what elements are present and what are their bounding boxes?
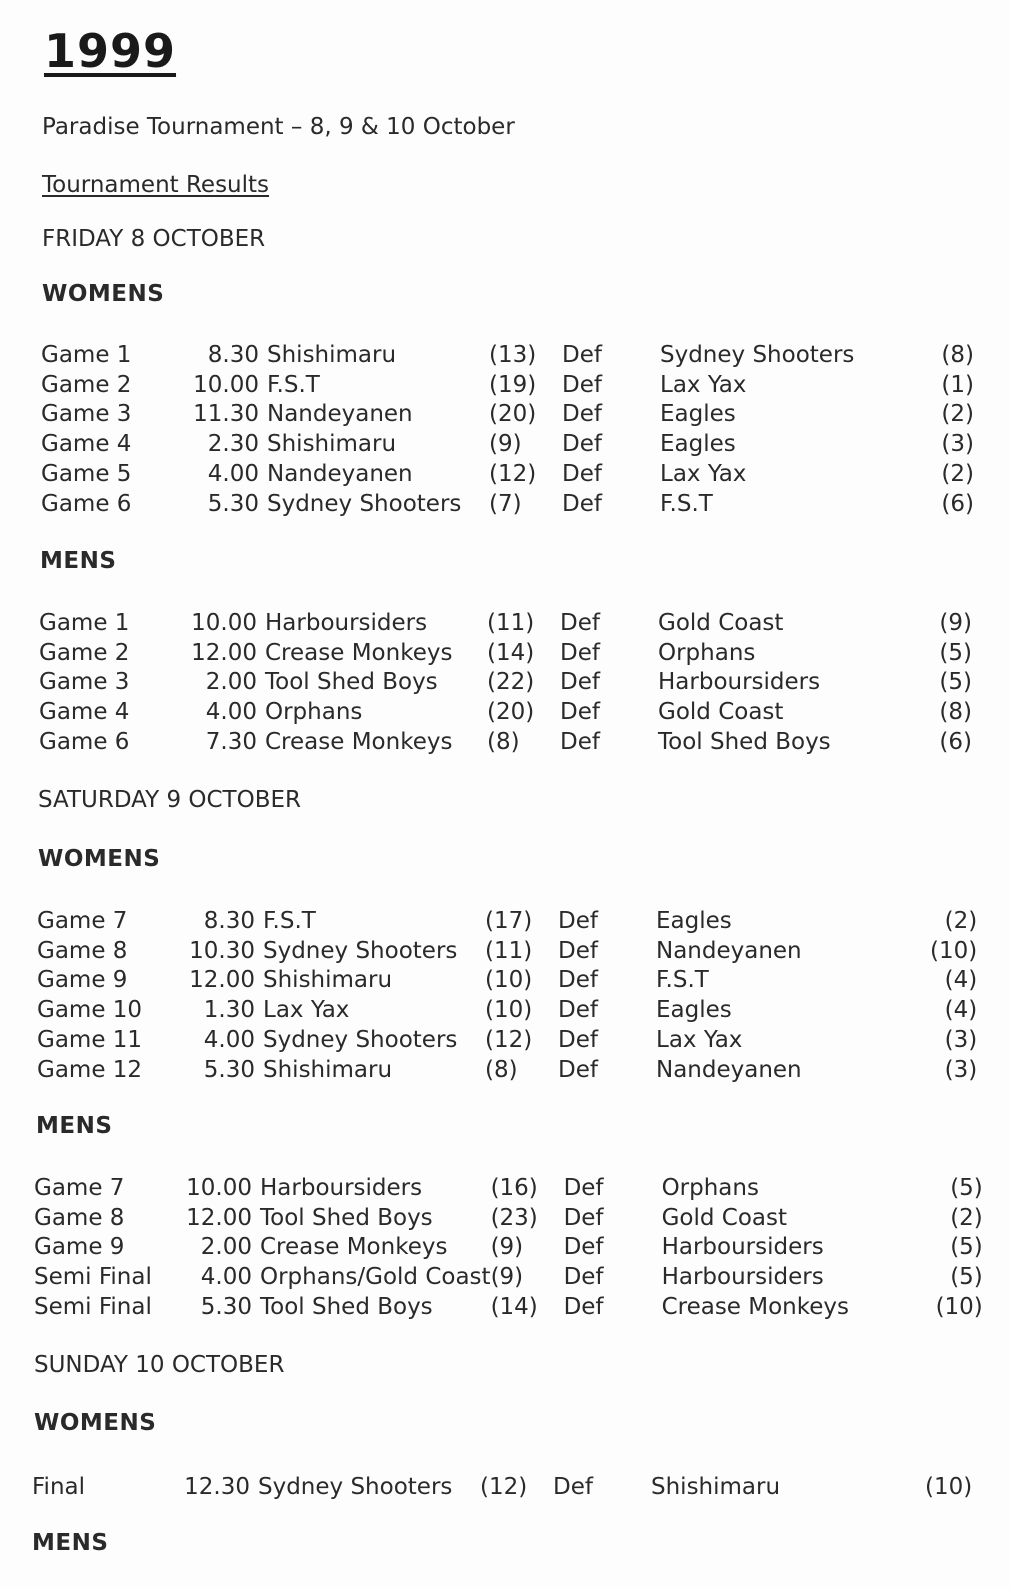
losing-score: (2) bbox=[944, 907, 978, 934]
game-label: Game 3 bbox=[39, 669, 130, 696]
winning-score: (20) bbox=[487, 699, 535, 726]
winning-score: (8) bbox=[487, 729, 520, 756]
game-time: 12.00 bbox=[191, 639, 257, 666]
winning-team: Shishimaru bbox=[263, 1056, 393, 1083]
game-label: Game 5 bbox=[41, 461, 132, 488]
losing-score: (10) bbox=[925, 1473, 973, 1500]
losing-team: Crease Monkeys bbox=[661, 1294, 849, 1321]
winning-score: (7) bbox=[489, 490, 522, 517]
winning-team: F.S.T bbox=[267, 371, 320, 398]
winning-score: (8) bbox=[485, 1056, 518, 1083]
game-time: 10.00 bbox=[193, 371, 259, 398]
day-heading-sunday: SUNDAY 10 OCTOBER bbox=[34, 1352, 285, 1378]
result-label: Def bbox=[558, 997, 598, 1024]
winning-team: Tool Shed Boys bbox=[260, 1204, 433, 1231]
game-label: Game 7 bbox=[37, 907, 128, 934]
game-label: Game 4 bbox=[39, 699, 130, 726]
winning-score: (16) bbox=[490, 1174, 538, 1201]
winning-score: (14) bbox=[487, 639, 535, 666]
game-label: Game 10 bbox=[37, 997, 143, 1024]
winning-score: (11) bbox=[487, 609, 535, 636]
losing-score: (2) bbox=[941, 461, 974, 488]
result-label: Def bbox=[562, 371, 602, 398]
game-label: Game 6 bbox=[39, 729, 130, 756]
losing-score: (2) bbox=[941, 401, 974, 428]
game-label: Game 9 bbox=[37, 967, 128, 994]
winning-score: (20) bbox=[489, 401, 537, 428]
losing-score: (5) bbox=[939, 669, 972, 696]
result-label: Def bbox=[563, 1234, 604, 1261]
losing-score: (4) bbox=[944, 997, 978, 1024]
winning-score: (9) bbox=[489, 431, 522, 458]
losing-score: (4) bbox=[944, 967, 978, 994]
game-row bbox=[34, 1292, 983, 1322]
losing-team: Gold Coast bbox=[658, 699, 784, 726]
result-label: Def bbox=[558, 967, 598, 994]
winning-score: (23) bbox=[490, 1204, 538, 1231]
game-row bbox=[39, 608, 972, 638]
winning-team: Sydney Shooters bbox=[258, 1473, 453, 1500]
game-row bbox=[39, 638, 972, 668]
section-heading-friday-womens: WOMENS bbox=[42, 281, 165, 307]
losing-score: (1) bbox=[941, 371, 974, 398]
result-label: Def bbox=[563, 1264, 604, 1291]
game-label: Game 1 bbox=[41, 341, 132, 368]
winning-team: Harboursiders bbox=[260, 1174, 423, 1201]
losing-score: (9) bbox=[939, 609, 972, 636]
game-row bbox=[39, 697, 972, 727]
game-time: 12.00 bbox=[186, 1204, 252, 1231]
game-time: 5.30 bbox=[207, 490, 259, 517]
game-time: 4.00 bbox=[203, 1027, 255, 1054]
losing-score: (5) bbox=[950, 1234, 983, 1261]
game-time: 8.30 bbox=[207, 341, 259, 368]
losing-team: Gold Coast bbox=[661, 1204, 787, 1231]
game-time: 10.30 bbox=[189, 937, 255, 964]
game-time: 12.00 bbox=[189, 967, 255, 994]
game-label: Game 1 bbox=[39, 609, 130, 636]
game-row bbox=[34, 1233, 983, 1263]
results-table-friday-mens bbox=[39, 608, 972, 757]
game-time: 8.30 bbox=[203, 907, 255, 934]
game-row bbox=[37, 936, 977, 966]
game-row bbox=[37, 1025, 977, 1055]
losing-score: (10) bbox=[930, 937, 978, 964]
results-table-saturday-womens bbox=[37, 906, 977, 1085]
losing-team: Lax Yax bbox=[660, 461, 747, 488]
day-heading-friday: FRIDAY 8 OCTOBER bbox=[42, 226, 266, 252]
losing-team: Eagles bbox=[660, 431, 736, 458]
winning-team: Crease Monkeys bbox=[265, 639, 453, 666]
game-time: 2.00 bbox=[200, 1234, 252, 1261]
game-time: 10.00 bbox=[186, 1174, 252, 1201]
results-table-friday-womens bbox=[41, 340, 974, 519]
losing-team: Eagles bbox=[656, 997, 732, 1024]
losing-team: Nandeyanen bbox=[656, 1056, 802, 1083]
losing-score: (8) bbox=[941, 341, 974, 368]
winning-team: Sydney Shooters bbox=[267, 490, 462, 517]
game-row bbox=[41, 370, 974, 400]
losing-team: Harboursiders bbox=[661, 1264, 824, 1291]
losing-score: (2) bbox=[950, 1204, 983, 1231]
game-label: Game 8 bbox=[37, 937, 128, 964]
game-label: Game 12 bbox=[37, 1056, 143, 1083]
game-time: 5.30 bbox=[200, 1294, 252, 1321]
game-label: Game 8 bbox=[34, 1204, 125, 1231]
result-label: Def bbox=[562, 431, 602, 458]
game-time: 4.00 bbox=[200, 1264, 252, 1291]
losing-team: F.S.T bbox=[656, 967, 709, 994]
winning-score: (22) bbox=[487, 669, 535, 696]
section-heading-friday-mens: MENS bbox=[40, 548, 117, 574]
winning-score: (9) bbox=[490, 1264, 524, 1291]
result-label: Def bbox=[563, 1294, 604, 1321]
page-title: 1999 bbox=[44, 24, 177, 78]
winning-team: Harboursiders bbox=[265, 609, 428, 636]
game-label: Game 9 bbox=[34, 1234, 125, 1261]
game-label: Game 11 bbox=[37, 1027, 143, 1054]
game-time: 12.30 bbox=[184, 1473, 250, 1500]
result-label: Def bbox=[560, 669, 600, 696]
results-table-saturday-mens bbox=[34, 1173, 983, 1322]
game-label: Game 7 bbox=[34, 1174, 125, 1201]
result-label: Def bbox=[560, 609, 600, 636]
result-label: Def bbox=[558, 907, 598, 934]
game-label: Game 6 bbox=[41, 490, 132, 517]
losing-team: Lax Yax bbox=[656, 1027, 743, 1054]
result-label: Def bbox=[562, 341, 602, 368]
result-label: Def bbox=[558, 1056, 598, 1083]
game-label: Semi Final bbox=[34, 1264, 152, 1291]
game-time: 10.00 bbox=[191, 609, 257, 636]
losing-team: Orphans bbox=[661, 1174, 759, 1201]
winning-score: (9) bbox=[490, 1234, 524, 1261]
winning-score: (10) bbox=[485, 967, 533, 994]
game-label: Game 2 bbox=[39, 639, 130, 666]
winning-score: (12) bbox=[485, 1027, 533, 1054]
game-row bbox=[37, 906, 977, 936]
losing-team: Eagles bbox=[660, 401, 736, 428]
winning-team: Tool Shed Boys bbox=[265, 669, 438, 696]
losing-score: (6) bbox=[941, 490, 974, 517]
winning-team: Crease Monkeys bbox=[260, 1234, 448, 1261]
game-label: Game 4 bbox=[41, 431, 132, 458]
result-label: Def bbox=[563, 1174, 604, 1201]
losing-team: Lax Yax bbox=[660, 371, 747, 398]
losing-score: (5) bbox=[939, 639, 972, 666]
losing-team: Shishimaru bbox=[651, 1473, 781, 1500]
winning-score: (12) bbox=[489, 461, 537, 488]
result-label: Def bbox=[562, 490, 602, 517]
losing-score: (6) bbox=[939, 729, 972, 756]
result-label: Def bbox=[562, 461, 602, 488]
winning-score: (17) bbox=[485, 907, 533, 934]
winning-team: Tool Shed Boys bbox=[260, 1294, 433, 1321]
winning-team: Sydney Shooters bbox=[263, 1027, 458, 1054]
winning-score: (14) bbox=[490, 1294, 538, 1321]
game-row bbox=[39, 668, 972, 698]
game-time: 7.30 bbox=[205, 729, 257, 756]
result-label: Def bbox=[563, 1204, 604, 1231]
game-row bbox=[37, 1055, 977, 1085]
winning-team: Nandeyanen bbox=[267, 461, 413, 488]
result-label: Def bbox=[560, 699, 600, 726]
losing-score: (5) bbox=[950, 1264, 983, 1291]
losing-team: Nandeyanen bbox=[656, 937, 802, 964]
game-row bbox=[41, 489, 974, 519]
section-heading-sunday-womens: WOMENS bbox=[34, 1410, 157, 1436]
result-label: Def bbox=[560, 639, 600, 666]
losing-team: Harboursiders bbox=[658, 669, 821, 696]
section-heading-saturday-mens: MENS bbox=[36, 1113, 113, 1139]
losing-score: (5) bbox=[950, 1174, 983, 1201]
losing-team: Gold Coast bbox=[658, 609, 784, 636]
game-row bbox=[34, 1262, 983, 1292]
game-time: 2.00 bbox=[205, 669, 257, 696]
losing-team: Tool Shed Boys bbox=[658, 729, 831, 756]
game-row bbox=[34, 1203, 983, 1233]
game-label: Final bbox=[32, 1473, 86, 1500]
winning-score: (13) bbox=[489, 341, 537, 368]
losing-team: F.S.T bbox=[660, 490, 713, 517]
game-row bbox=[39, 727, 972, 757]
game-row bbox=[34, 1173, 983, 1203]
winning-team: Nandeyanen bbox=[267, 401, 413, 428]
winning-team: F.S.T bbox=[263, 907, 316, 934]
tournament-subtitle: Paradise Tournament – 8, 9 & 10 October bbox=[42, 114, 515, 140]
result-label: Def bbox=[558, 937, 598, 964]
game-row bbox=[37, 966, 977, 996]
losing-team: Sydney Shooters bbox=[660, 341, 855, 368]
winning-team: Orphans/Gold Coast bbox=[260, 1264, 491, 1291]
game-row bbox=[41, 459, 974, 489]
losing-team: Eagles bbox=[656, 907, 732, 934]
game-time: 5.30 bbox=[203, 1056, 255, 1083]
losing-team: Orphans bbox=[658, 639, 756, 666]
game-time: 4.00 bbox=[205, 699, 257, 726]
day-heading-saturday: SATURDAY 9 OCTOBER bbox=[38, 787, 302, 813]
result-label: Def bbox=[558, 1027, 598, 1054]
result-label: Def bbox=[553, 1473, 593, 1500]
game-row bbox=[41, 400, 974, 430]
game-time: 2.30 bbox=[207, 431, 259, 458]
winning-team: Lax Yax bbox=[263, 997, 350, 1024]
game-row bbox=[32, 1472, 972, 1502]
game-time: 11.30 bbox=[193, 401, 259, 428]
winning-team: Shishimaru bbox=[267, 341, 397, 368]
losing-score: (3) bbox=[944, 1027, 978, 1054]
game-label: Game 3 bbox=[41, 401, 132, 428]
winning-team: Sydney Shooters bbox=[263, 937, 458, 964]
game-label: Game 2 bbox=[41, 371, 132, 398]
winning-score: (19) bbox=[489, 371, 537, 398]
section-heading-saturday-womens: WOMENS bbox=[38, 846, 161, 872]
losing-score: (3) bbox=[944, 1056, 978, 1083]
results-heading: Tournament Results bbox=[42, 172, 270, 198]
losing-team: Harboursiders bbox=[661, 1234, 824, 1261]
game-label: Semi Final bbox=[34, 1294, 152, 1321]
game-time: 4.00 bbox=[207, 461, 259, 488]
winning-team: Shishimaru bbox=[267, 431, 397, 458]
result-label: Def bbox=[562, 401, 602, 428]
losing-score: (10) bbox=[935, 1294, 983, 1321]
game-row bbox=[41, 429, 974, 459]
game-time: 1.30 bbox=[203, 997, 255, 1024]
losing-score: (8) bbox=[939, 699, 972, 726]
winning-score: (10) bbox=[485, 997, 533, 1024]
results-table-sunday-womens bbox=[32, 1472, 972, 1502]
game-row bbox=[37, 995, 977, 1025]
winning-score: (11) bbox=[485, 937, 533, 964]
winning-score: (12) bbox=[480, 1473, 528, 1500]
winning-team: Shishimaru bbox=[263, 967, 393, 994]
result-label: Def bbox=[560, 729, 600, 756]
winning-team: Crease Monkeys bbox=[265, 729, 453, 756]
game-row bbox=[41, 340, 974, 370]
section-heading-sunday-mens: MENS bbox=[32, 1530, 109, 1556]
losing-score: (3) bbox=[941, 431, 974, 458]
winning-team: Orphans bbox=[265, 699, 363, 726]
